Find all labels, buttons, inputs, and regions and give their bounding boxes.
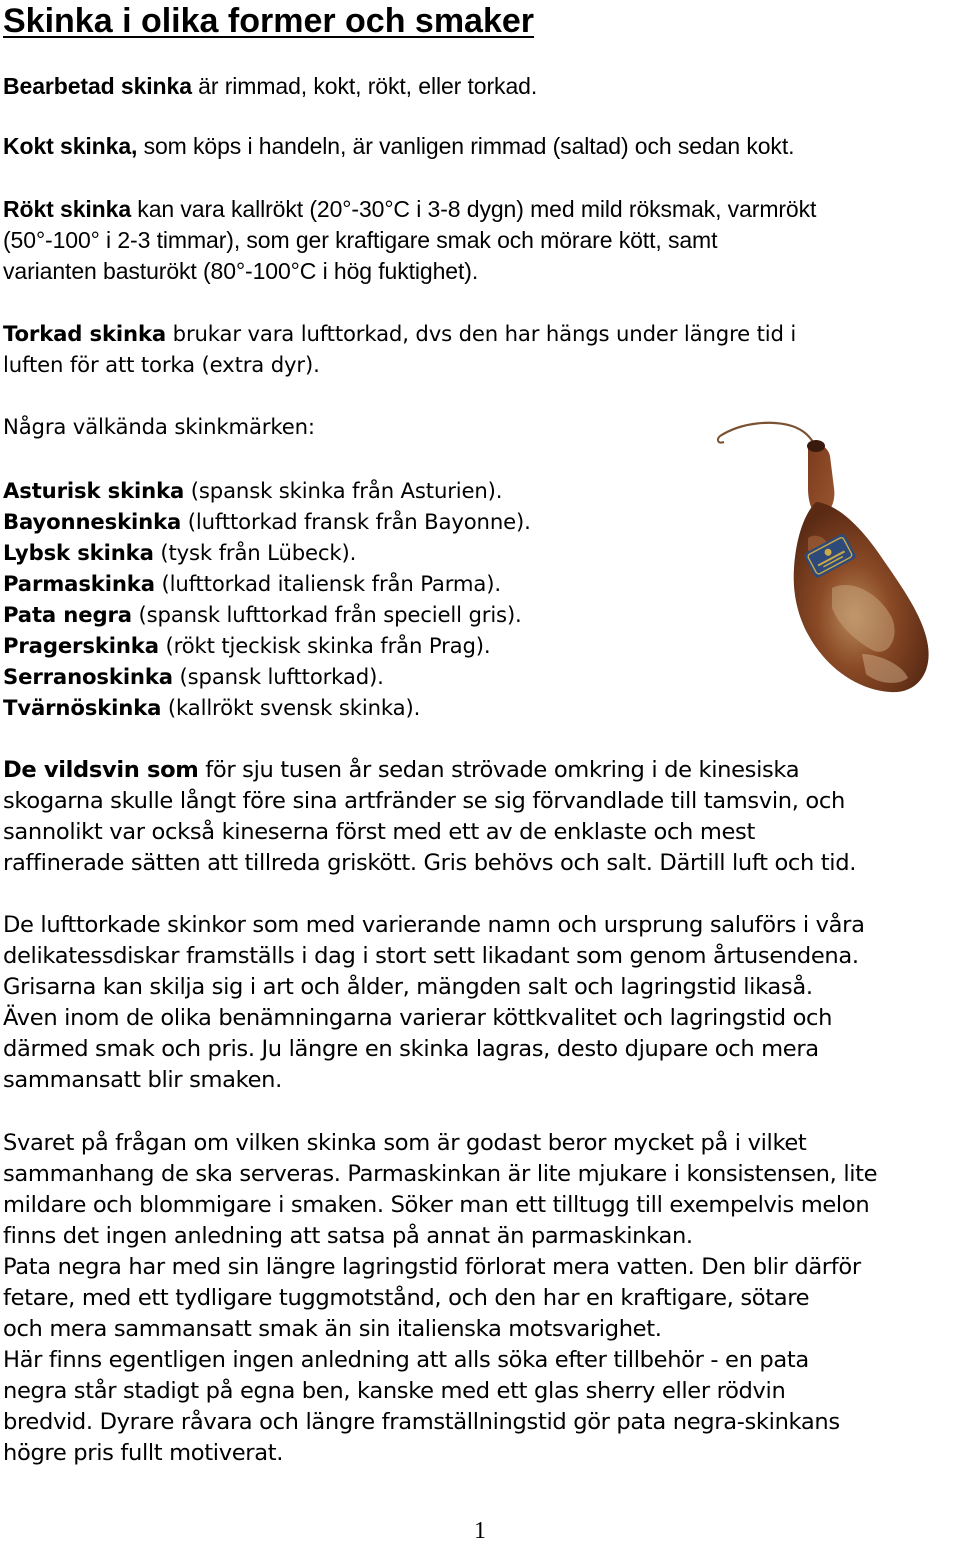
paragraph-torkad: Torkad skinka brukar vara lufttorkad, dvs den har hängs under längre tid i luften för att torka (extra dyr). xyxy=(3,321,797,377)
ham-illustration xyxy=(712,418,942,696)
paragraph-bearbetad: Bearbetad skinka är rimmad, kokt, rökt, eller torkad. xyxy=(3,73,538,99)
ham-cord xyxy=(720,423,816,448)
term-bearbetad: Bearbetad skinka xyxy=(3,73,192,99)
paragraph-svaret: Svaret på frågan om vilken skinka som är godast beror mycket på i vilket sammanhang de ska serveras. Parmaskinkan är lite mjukare i konsistensen, lite mildare och blommigare i smaken. Söker man ett tilltugg till exempelvis melon finns det ingen anledning att satsa på annat än parmaskinkan. Pata negra har med sin längre lagringstid förlorat mera vatten. Den blir därför fetare, med ett tydligare tuggmotstånd, och den har en kraftigare, sötare och mera sammansatt smak än sin italienska motsvarighet. Här finns egentligen ingen anledning att alls söka efter tillbehör - en pata negra står stadigt på egna ben, kanske med ett glas sherry eller rödvin bredvid. Dyrare råvara och längre framställningstid gör pata negra-skinkans högre pris fullt motiverat. xyxy=(3,1130,878,1466)
paragraph-rokt: Rökt skinka kan vara kallrökt (20°-30°C i 3-8 dygn) med mild röksmak, varmrökt (50°-100° i 2-3 timmar), som ger kraftigare smak och mörare kött, samt varianten basturökt (80°-100°C i hög fuktighet). xyxy=(3,196,817,284)
list-item: Bayonneskinka (lufttorkad fransk från Bayonne). xyxy=(3,509,531,534)
paragraph-vildsvin: De vildsvin som för sju tusen år sedan strövade omkring i de kinesiska skogarna skulle långt före sina artfränder se sig förvandlade till tamsvin, och sannolikt var också kineserna först med ett av de enklaste och mest raffinerade sätten att tillreda griskött. Gris behövs och salt. Därtill luft och tid. xyxy=(3,757,857,876)
brands-list xyxy=(3,475,531,723)
paragraph-lufttorkade: De lufttorkade skinkor som med varierande namn och ursprung saluförs i våra delikatessdiskar framställs i dag i stort sett likadant som genom årtusendena. Grisarna kan skilja sig i art och ålder, mängden salt och lagringstid likaså. Även inom de olika benämningarna varierar köttkvalitet och lagringstid och därmed smak och pris. Ju längre en skinka lagras, desto djupare och mera sammansatt blir smaken. xyxy=(3,912,865,1093)
list-item: Parmaskinka (lufttorkad italiensk från Parma). xyxy=(3,571,501,596)
term-torkad: Torkad skinka xyxy=(3,321,167,346)
page-title: Skinka i olika former och smaker xyxy=(3,2,535,40)
term-vildsvin: De vildsvin som xyxy=(3,757,199,783)
list-item: Pata negra (spansk lufttorkad från speciell gris). xyxy=(3,602,522,627)
term-rokt: Rökt skinka xyxy=(3,196,132,222)
list-item: Serranoskinka (spansk lufttorkad). xyxy=(3,664,384,689)
term-kokt: Kokt skinka, xyxy=(3,133,138,159)
brands-heading: Några välkända skinkmärken: xyxy=(3,414,315,439)
list-item: Tvärnöskinka (kallrökt svensk skinka). xyxy=(3,695,421,720)
list-item: Lybsk skinka (tysk från Lübeck). xyxy=(3,540,357,565)
list-item: Asturisk skinka (spansk skinka från Asturien). xyxy=(3,478,503,503)
list-item: Pragerskinka (rökt tjeckisk skinka från Prag). xyxy=(3,633,491,658)
paragraph-kokt: Kokt skinka, som köps i handeln, är vanligen rimmad (saltad) och sedan kokt. xyxy=(3,133,795,159)
page-number: 1 xyxy=(474,1518,486,1544)
